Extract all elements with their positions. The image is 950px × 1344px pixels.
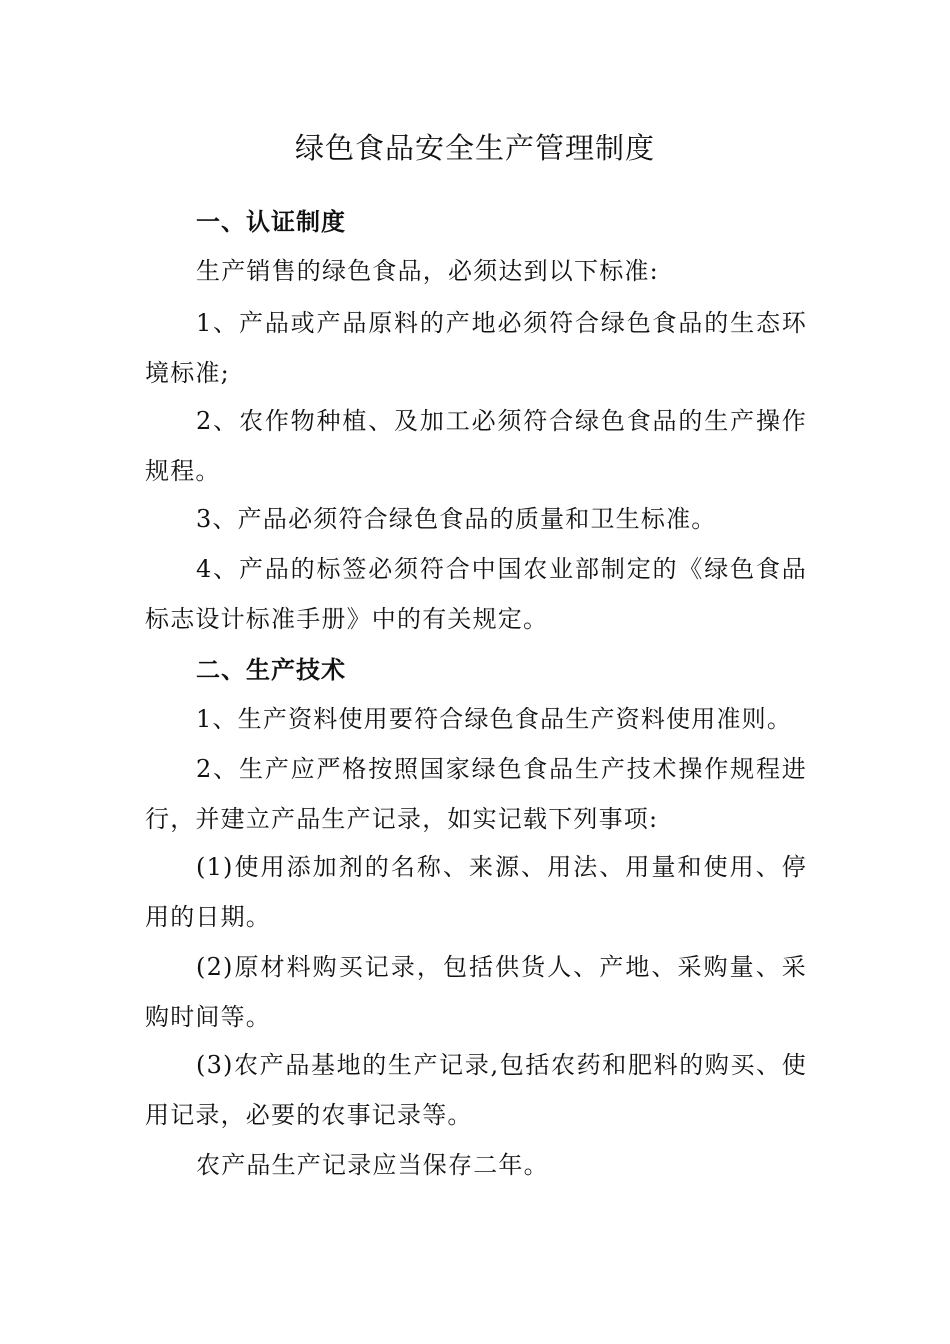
paragraph: (2)原材料购买记录，包括供货人、产地、采购量、采购时间等。 <box>145 953 807 1031</box>
paragraph: 农产品生产记录应当保存二年。 <box>196 1151 549 1179</box>
paragraph: 1、产品或产品原料的产地必须符合绿色食品的生态环境标准; <box>145 309 807 387</box>
paragraph: (3)农产品基地的生产记录,包括农药和肥料的购买、使用记录，必要的农事记录等。 <box>145 1051 807 1129</box>
paragraph: 2、生产应严格按照国家绿色食品生产技术操作规程进行，并建立产品生产记录，如实记载下列事项: <box>145 755 807 833</box>
paragraph: (1)使用添加剂的名称、来源、用法、用量和使用、停用的日期。 <box>145 853 807 931</box>
paragraph: 生产销售的绿色食品，必须达到以下标准: <box>196 257 659 285</box>
section-heading-production-technology: 二、生产技术 <box>196 656 346 684</box>
paragraph: 3、产品必须符合绿色食品的质量和卫生标准。 <box>196 505 717 533</box>
paragraph: 4、产品的标签必须符合中国农业部制定的《绿色食品标志设计标准手册》中的有关规定。 <box>145 555 807 633</box>
document-title: 绿色食品安全生产管理制度 <box>294 131 655 165</box>
section-heading-certification: 一、认证制度 <box>196 208 346 236</box>
paragraph: 2、农作物种植、及加工必须符合绿色食品的生产操作规程。 <box>145 407 807 485</box>
paragraph: 1、生产资料使用要符合绿色食品生产资料使用准则。 <box>196 705 793 733</box>
